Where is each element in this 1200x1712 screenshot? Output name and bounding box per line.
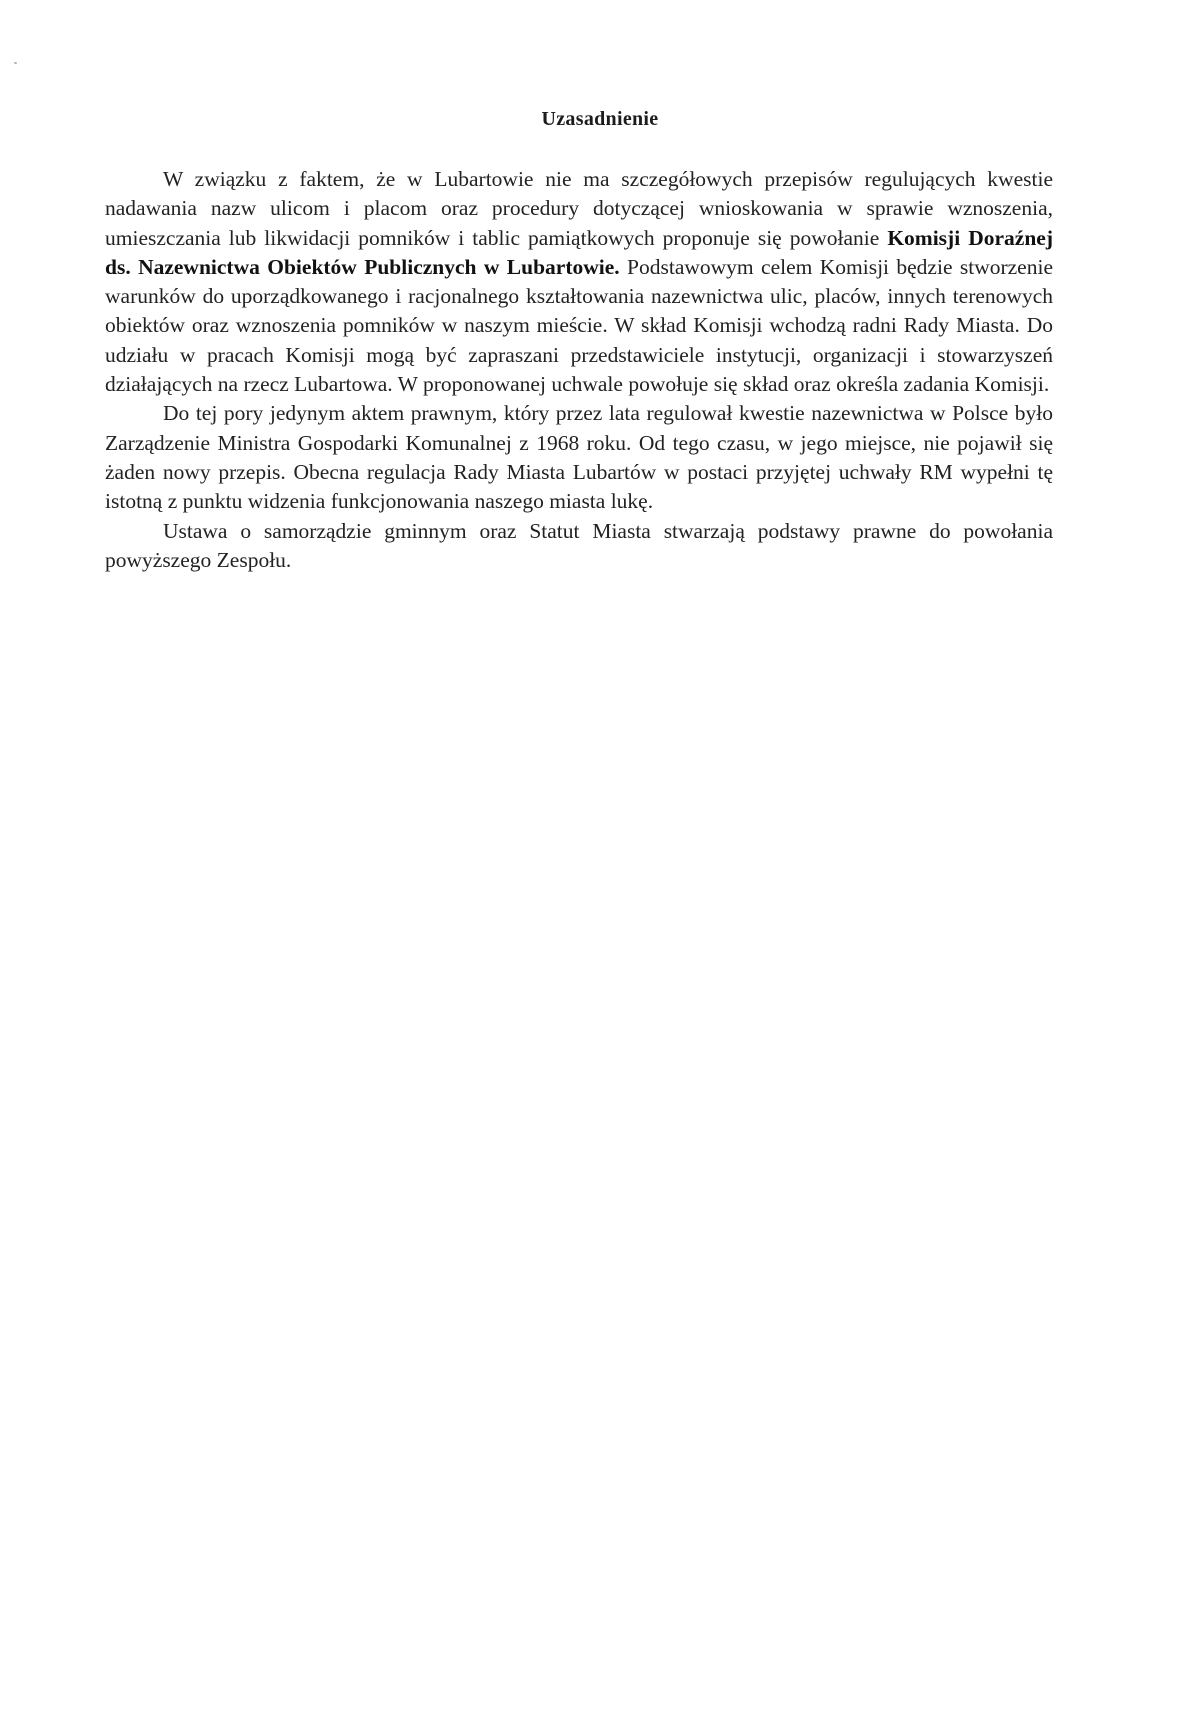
scan-speck [14,62,17,64]
paragraph-1-text-end: Podstawowym celem Komisji będzie stworzenie warunków do uporządkowanego i racjonalnego kształtowania nazewnictwa ulic, placów, innych terenowych obiektów oraz wznoszenia pomników w naszym mieście. W skład Komisji wchodzą radni Rady Miasta. Do udziału w pracach Komisji mogą być zapraszani przedstawiciele instytucji, organizacji i stowarzyszeń działających na rzecz Lubartowa. W proponowanej uchwale powołuje się skład oraz określa zadania Komisji. [105,254,1053,397]
commission-name: Komisji Doraźnej ds. Nazewnictwa Obiektów Publicznych w Lubartowie. [105,225,1053,279]
paragraph-1 [105,165,1053,399]
document-body [105,165,1053,575]
paragraph-1-text-start: W związku z faktem, że w Lubartowie nie ma szczegółowych przepisów regulujących kwestie nadawania nazw ulicom i placom oraz procedury dotyczącej wnioskowania w sprawie wznoszenia, umieszczania lub likwidacji pomników i tablic pamiątkowych proponuje się powołanie [105,167,1053,250]
document-title: Uzasadnienie [541,108,659,130]
paragraph-3: Ustawa o samorządzie gminnym oraz Statut Miasta stwarzają podstawy prawne do powołania powyższego Zespołu. [105,518,1053,572]
paragraph-2: Do tej pory jedynym aktem prawnym, który przez lata regulował kwestie nazewnictwa w Polsce było Zarządzenie Ministra Gospodarki Komunalnej z 1968 roku. Od tego czasu, w jego miejsce, nie pojawił się żaden nowy przepis. Obecna regulacja Rady Miasta Lubartów w postaci przyjętej uchwały RM wypełni tę istotną z punktu widzenia funkcjonowania naszego miasta lukę. [105,401,1053,514]
